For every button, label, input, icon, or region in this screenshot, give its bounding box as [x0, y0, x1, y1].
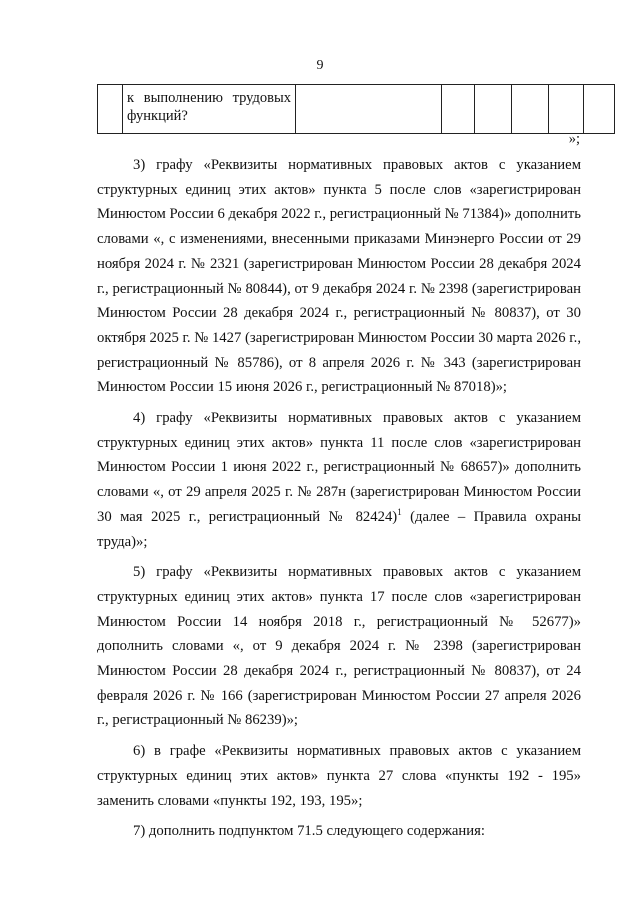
paragraph-item-5: 5) графу «Реквизиты нормативных правовых актов с указанием структурных единиц этих актов» пункта 17 после слов «зарегистрирован Минюстом России 14 ноября 2018 г., регистрационный № 52677)» дополнить словами «, от 9 декабря 2024 г. № 2398 (зарегистрирован Минюстом России 28 декабря 2024 г., регистрационный № 80837), от 24 февраля 2026 г. № 166 (зарегистрирован Минюстом России 27 апреля 2026 г., регистрационный № 86239)»;	[97, 564, 581, 729]
table-cell-empty	[296, 85, 442, 134]
paragraph-text: 4) графу «Реквизиты нормативных правовых актов с указанием структурных единиц этих актов» пункта 11 после слов «зарегистрирован Минюстом России 1 июня 2022 г., регистрационный № 68657)» дополнить словами «, от 29 апреля 2025 г. № 287н (зарегистрирован Минюстом России 30 мая 2025 г., регистрационный № 82424)	[97, 410, 581, 525]
document-body	[97, 153, 581, 850]
paragraph-item-4	[97, 406, 581, 554]
footnote-mark[interactable]: 1	[397, 506, 402, 517]
table-cell-empty	[549, 85, 584, 134]
table-row	[98, 85, 615, 134]
page-number: 9	[316, 58, 324, 73]
quote-closing: »;	[568, 131, 580, 147]
table-cell-question: к выполнению трудовых функций?	[123, 85, 296, 134]
table-cell-empty	[584, 85, 615, 134]
table-cell-empty	[475, 85, 512, 134]
table-cell-empty	[512, 85, 549, 134]
paragraph-item-3: 3) графу «Реквизиты нормативных правовых актов с указанием структурных единиц этих актов» пункта 5 после слов «зарегистрирован Минюстом России 6 декабря 2022 г., регистрационный № 71384)» дополнить словами «, с изменениями, внесенными приказами Минэнерго России от 29 ноября 2024 г. № 2321 (зарегистрирован Минюстом России 28 декабря 2024 г., регистрационный № 80844), от 9 декабря 2024 г. № 2398 (зарегистрирован Минюстом России 28 декабря 2024 г., регистрационный № 80837), от 30 октября 2025 г. № 1427 (зарегистрирован Минюстом России 30 марта 2026 г., регистрационный № 85786), от 8 апреля 2026 г. № 343 (зарегистрирован Минюстом России 15 июня 2026 г., регистрационный № 87018)»;	[97, 157, 581, 396]
table-cell-number	[98, 85, 123, 134]
paragraph-item-6: 6) в графе «Реквизиты нормативных правовых актов с указанием структурных единиц этих актов» пункта 27 слова «пункты 192 - 195» заменить словами «пункты 192, 193, 195»;	[97, 743, 581, 809]
paragraph-text: (далее – Правила охраны труда)»;	[97, 508, 582, 550]
paragraph-item-7: 7) дополнить подпунктом 71.5 следующего содержания:	[133, 823, 485, 840]
table-fragment	[97, 84, 615, 134]
table-cell-empty	[442, 85, 475, 134]
